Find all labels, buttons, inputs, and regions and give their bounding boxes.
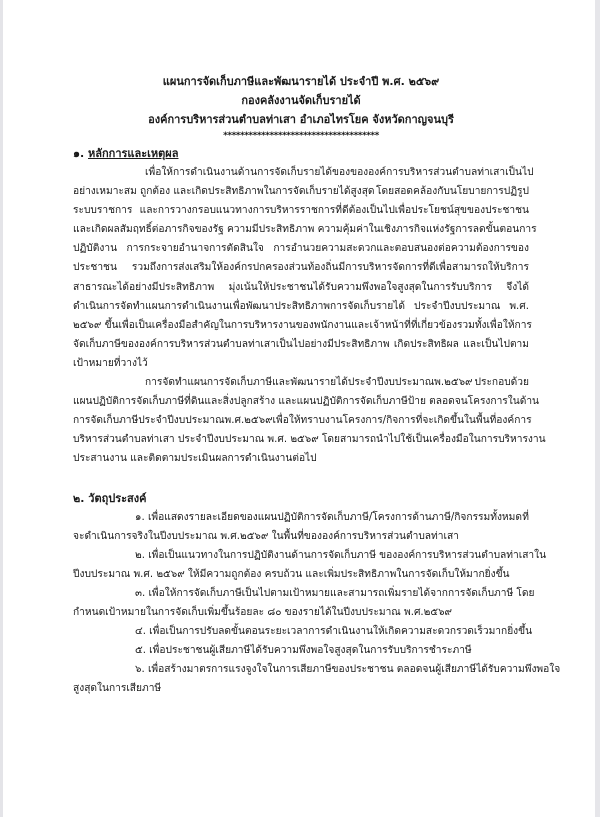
text-line — [73, 430, 546, 449]
text-segment: เพื่อให้ทราบงานโครงการ/กิจการที่จะเกิดขึ้นในพื้นที่องค์การ — [272, 415, 532, 427]
text-segment: สาธารณะได้อย่างมีประสิทธิภาพ — [73, 281, 215, 293]
text-segment: ประกอบด้วย — [474, 377, 529, 389]
section-1-title: หลักการและเหตุผล — [88, 147, 179, 160]
text-segment: ระบบราชการ — [73, 205, 133, 217]
text-segment: อย่างเหมาะสม ถูกต้อง และเกิดประสิทธิภาพในการจัดเก็บรายได้สูงสุด — [73, 186, 375, 198]
text-segment: ประชาชน — [73, 262, 117, 274]
text-segment: การลดขั้นตอนการ — [455, 224, 537, 236]
text-segment: แผนปฏิบัติการจัดเก็บภาษีที่ดินและสิ่งปลูกสร้าง และแผนปฏิบัติการจัดเก็บภาษีป้าย ตลอดจนโครงการในด้าน — [73, 396, 540, 408]
text-line — [73, 641, 529, 660]
text-segment: รวมถึงการส่งเสริมให้องค์กรปกครองส่วนท้องถิ่นมีการบริหารจัดการที่ดีเพื่อสามารถให้บริการ — [131, 262, 529, 274]
text-line — [73, 392, 540, 411]
text-segment: ๑. เพื่อแสดงรายละเอียดของแผนปฏิบัติการจัดเก็บภาษี/โครงการด้านภาษี/กิจกรรมทั้งหมด — [135, 511, 522, 523]
section-1-paragraph-1 — [73, 163, 537, 373]
text-segment: ๕. เพื่อประชาชนผู้เสียภาษีได้รับความพึงพอใจสูงสุดในการรับบริการชำระภาษี — [135, 645, 472, 657]
text-segment: ๓. เพื่อให้การจัดเก็บภาษีเป็นไปตามเป้าหมายและสามารถเพิ่มรายได้จากการจัดเก็บภาษี โดย — [135, 587, 535, 599]
text-segment: มุ่งเน้นให้ประชาชนได้รับความพึงพอใจสูงสุดในการรับบริการ — [228, 281, 492, 293]
text-segment: ๒. เพื่อเป็นแนวทางในการปฏิบัติงานด้านการจัดเก็บภาษี ขององค์การบริหารส่วนตำบลท่าเสาใน — [135, 549, 547, 561]
text-segment: ของขององค์การบริหารส่วนตำบลท่าเสาเป็นไป — [332, 167, 534, 178]
objective-item — [73, 546, 547, 584]
text-line — [73, 182, 529, 201]
text-segment: การอำนวยความสะดวกและตอบสนองต่อความต้องการของ — [273, 243, 529, 255]
text-line — [73, 163, 534, 182]
text-line — [73, 201, 529, 220]
text-segment: กำหนดเป้าหมายในการจัดเก็บเพิ่มขึ้นร้อยละ ๘๐ ของรายได้ในปีงบประมาณ พ.ศ.๒๕๖๙ — [73, 606, 452, 618]
text-segment: ประสานงาน และติดตามประเมินผลการดำเนินงานต่อไป — [73, 453, 317, 465]
section-1-heading — [73, 144, 529, 163]
text-line — [73, 220, 537, 239]
text-segment: สูงสุดในการเสียภาษี — [73, 683, 162, 695]
document-title: แผนการจัดเก็บภาษีและพัฒนารายได้ ประจำปี พ.ศ. ๒๕๖๙ — [162, 75, 440, 88]
text-segment: การจัดทำแผนการจัดเก็บภาษีและพัฒนารายได้ประจำปีงบประมาณพ.๒๕๖๙ — [145, 377, 473, 389]
section-1-number: ๑. — [73, 147, 85, 160]
text-segment: และการวางกรอบแนวทางการบริหารราชการที่ดีต้องเป็นไปเพื่อประโยชน์สุขของประชาชน — [139, 205, 529, 217]
text-segment: รวมทั้งเพื่อให้การ — [456, 319, 532, 331]
text-segment: เพื่อให้การดำเนินงานด้านการจัดเก็บรายได้ — [145, 167, 333, 178]
organization-name: องค์การบริหารส่วนตำบลท่าเสา อำเภอไทรโยค จังหวัดกาญจนบุรี — [148, 113, 454, 126]
page-edge-left — [0, 0, 3, 817]
text-line — [73, 335, 529, 354]
text-line — [73, 527, 529, 546]
text-segment: การกระจายอำนาจการตัดสินใจ — [126, 243, 264, 255]
objective-item — [73, 622, 533, 641]
objective-item — [73, 660, 561, 698]
text-segment: จึงได้ — [506, 281, 529, 293]
text-line — [73, 278, 529, 297]
section-2-number: ๒. — [73, 491, 85, 505]
text-line — [73, 508, 529, 527]
text-line — [73, 622, 533, 641]
text-segment: จัดเก็บภาษีขององค์การบริหารส่วนตำบลท่าเสาเป็นไปอย่างมีประสิทธิภาพ — [73, 338, 390, 350]
department-name: กองคลังงานจัดเก็บรายได้ — [241, 94, 361, 107]
text-line — [73, 354, 529, 373]
objective-item — [73, 641, 529, 660]
document-page — [73, 72, 561, 698]
text-segment: ดำเนินการจัดทำแผนการดำเนินงานเพื่อพัฒนาประสิทธิภาพการจัดเก็บรายได้ — [73, 300, 405, 312]
scrollbar-track[interactable] — [595, 0, 600, 817]
separator-stars: ************************************* — [223, 131, 379, 141]
text-line — [73, 584, 535, 603]
objective-item — [73, 508, 529, 546]
objective-item — [73, 584, 535, 622]
text-segment: ๔. เพื่อเป็นการปรับลดขั้นตอนระยะเวลาการดำเนินงานให้เกิดความสะดวกรวดเร็วมากยิ่งขึ้น — [135, 626, 533, 638]
text-segment: ๒๕๖๙ ขึ้นเพื่อเป็นเครื่องมือสำคัญในการบริหารงานของพนักงานและเจ้าหน้าที่ที่เกี่ยวข้อง — [73, 319, 457, 331]
section-2-title: วัตถุประสงค์ — [88, 491, 147, 505]
text-segment: และเกิดผลสัมฤทธิ์ต่อภารกิจของรัฐ ความมีประสิทธิภาพ ความคุ้มค่าในเชิงภารกิจแห่งรัฐ — [73, 224, 456, 236]
text-segment: โดยสอดคล้องกับนโยบายการปฏิรูป — [376, 186, 529, 198]
text-line — [73, 546, 547, 565]
text-segment: ประจำปีงบประมาณ — [414, 300, 501, 312]
text-line — [73, 297, 529, 316]
text-line — [73, 373, 529, 392]
text-segment: เป้าหมายที่วางไว้ — [73, 357, 148, 369]
text-segment: บริหารส่วนตำบลท่าเสา ประจำปีงบประมาณ พ.ศ. ๒๕๖๙ โดยสามารถนำไปใช้เป็นเครื่องมือในการบริหารงาน — [73, 434, 546, 446]
text-segment: ที่ — [522, 511, 529, 523]
text-segment: จะดำเนินการจริงในปีงบประมาณ พ.ศ.๒๕๖๙ ในพื้นที่ขององค์การบริหารส่วนตำบลท่าเสา — [73, 530, 459, 542]
objectives-list — [73, 508, 561, 699]
text-segment: ปีงบประมาณ พ.ศ. ๒๕๖๙ ให้มีความถูกต้อง ครบถ้วน และเพิ่มประสิทธิภาพในการจัดเก็บให้มากยิ่งขึ้น — [73, 568, 510, 580]
section-gap — [73, 469, 529, 487]
text-segment: ปฏิบัติงาน — [73, 243, 118, 255]
text-segment: ๖. เพื่อสร้างมาตรการแรงจูงใจในการเสียภาษีของประชาชน ตลอดจนผู้เสียภาษีได้รับความพึงพอใจ — [135, 664, 561, 676]
text-line — [73, 239, 529, 258]
text-line — [73, 565, 529, 584]
text-line — [73, 316, 532, 335]
text-line — [73, 679, 529, 698]
text-line — [73, 660, 561, 679]
text-line — [73, 603, 529, 622]
text-line — [73, 449, 529, 468]
section-2-heading — [73, 489, 529, 508]
text-line — [73, 258, 529, 277]
text-segment: เกิดประสิทธิผล — [393, 338, 459, 350]
text-segment: และเป็นไปตาม — [463, 338, 529, 350]
text-line — [73, 411, 532, 430]
text-segment: พ.ศ. — [509, 300, 529, 312]
section-1-paragraph-2 — [73, 373, 546, 468]
text-segment: การจัดเก็บภาษีประจำปีงบประมาณพ.ศ.๒๕๖๙ — [73, 415, 273, 427]
